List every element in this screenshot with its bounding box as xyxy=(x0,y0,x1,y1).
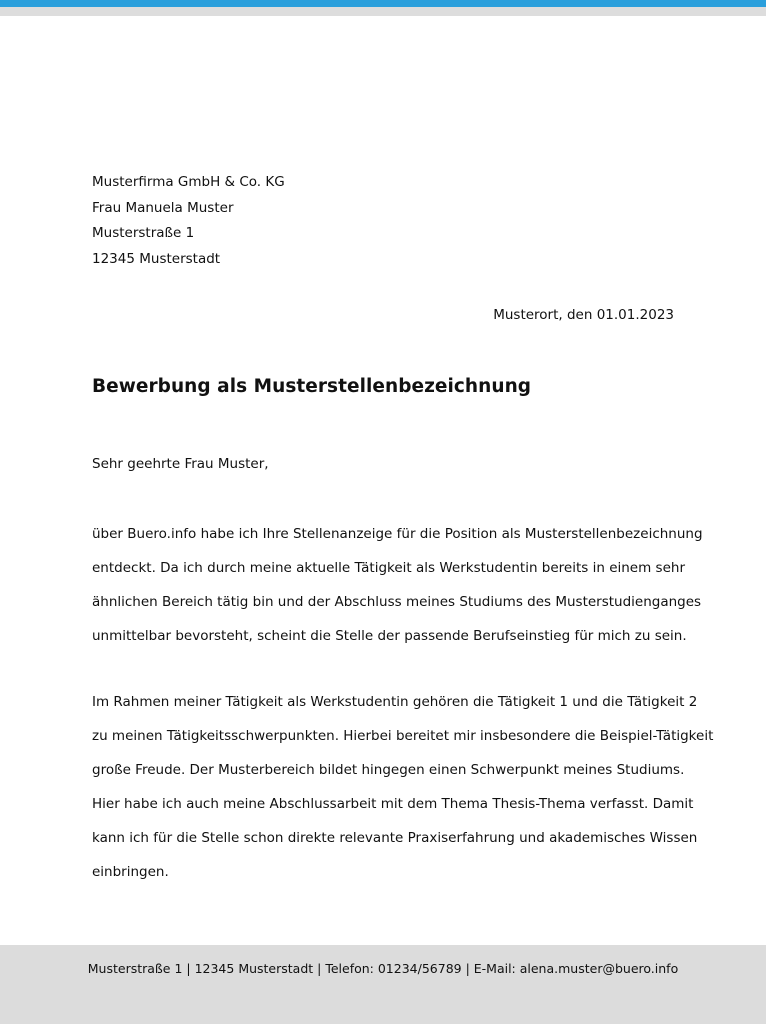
recipient-address xyxy=(92,170,285,272)
recipient-city: 12345 Musterstadt xyxy=(92,250,221,267)
paragraph-line: über Buero.info habe ich Ihre Stellenanzeige für die Position als Musterstellenbezeichnung xyxy=(92,526,703,542)
paragraph-line: ähnlichen Bereich tätig bin und der Abschluss meines Studiums des Musterstudienganges xyxy=(92,594,702,610)
paragraph-line: zu meinen Tätigkeitsschwerpunkten. Hierbei bereitet mir insbesondere die Beispiel-Tätigkeit xyxy=(92,728,714,744)
paragraph-line: einbringen. xyxy=(92,864,169,880)
footer-bar xyxy=(0,945,766,1024)
salutation: Sehr geehrte Frau Muster, xyxy=(92,456,269,472)
body-paragraph-2 xyxy=(92,685,714,889)
paragraph-line: unmittelbar bevorsteht, scheint die Stelle der passende Berufseinstieg für mich zu sein. xyxy=(92,628,687,644)
body-paragraph-1 xyxy=(92,517,703,653)
recipient-street: Musterstraße 1 xyxy=(92,225,195,241)
paragraph-line: kann ich für die Stelle schon direkte relevante Praxiserfahrung und akademisches Wissen xyxy=(92,830,698,846)
recipient-company: Musterfirma GmbH & Co. KG xyxy=(92,174,285,190)
subject-heading: Bewerbung als Musterstellenbezeichnung xyxy=(92,376,532,397)
header-bar xyxy=(0,0,766,16)
paragraph-line: entdeckt. Da ich durch meine aktuelle Tätigkeit als Werkstudentin bereits in einem sehr xyxy=(92,560,686,576)
paragraph-line: Im Rahmen meiner Tätigkeit als Werkstudentin gehören die Tätigkeit 1 und die Tätigkeit 2 xyxy=(92,694,698,710)
recipient-contact: Frau Manuela Muster xyxy=(92,199,234,216)
header-accent-stripe xyxy=(0,0,766,7)
date-line: Musterort, den 01.01.2023 xyxy=(493,307,674,323)
footer-contact-text: Musterstraße 1 | 12345 Musterstadt | Telefon: 01234/56789 | E-Mail: alena.muster@buero.info xyxy=(87,961,679,976)
paragraph-line: Hier habe ich auch meine Abschlussarbeit mit dem Thema Thesis-Thema verfasst. Damit xyxy=(92,796,694,812)
paragraph-line: große Freude. Der Musterbereich bildet hingegen einen Schwerpunkt meines Studiums. xyxy=(92,762,685,778)
